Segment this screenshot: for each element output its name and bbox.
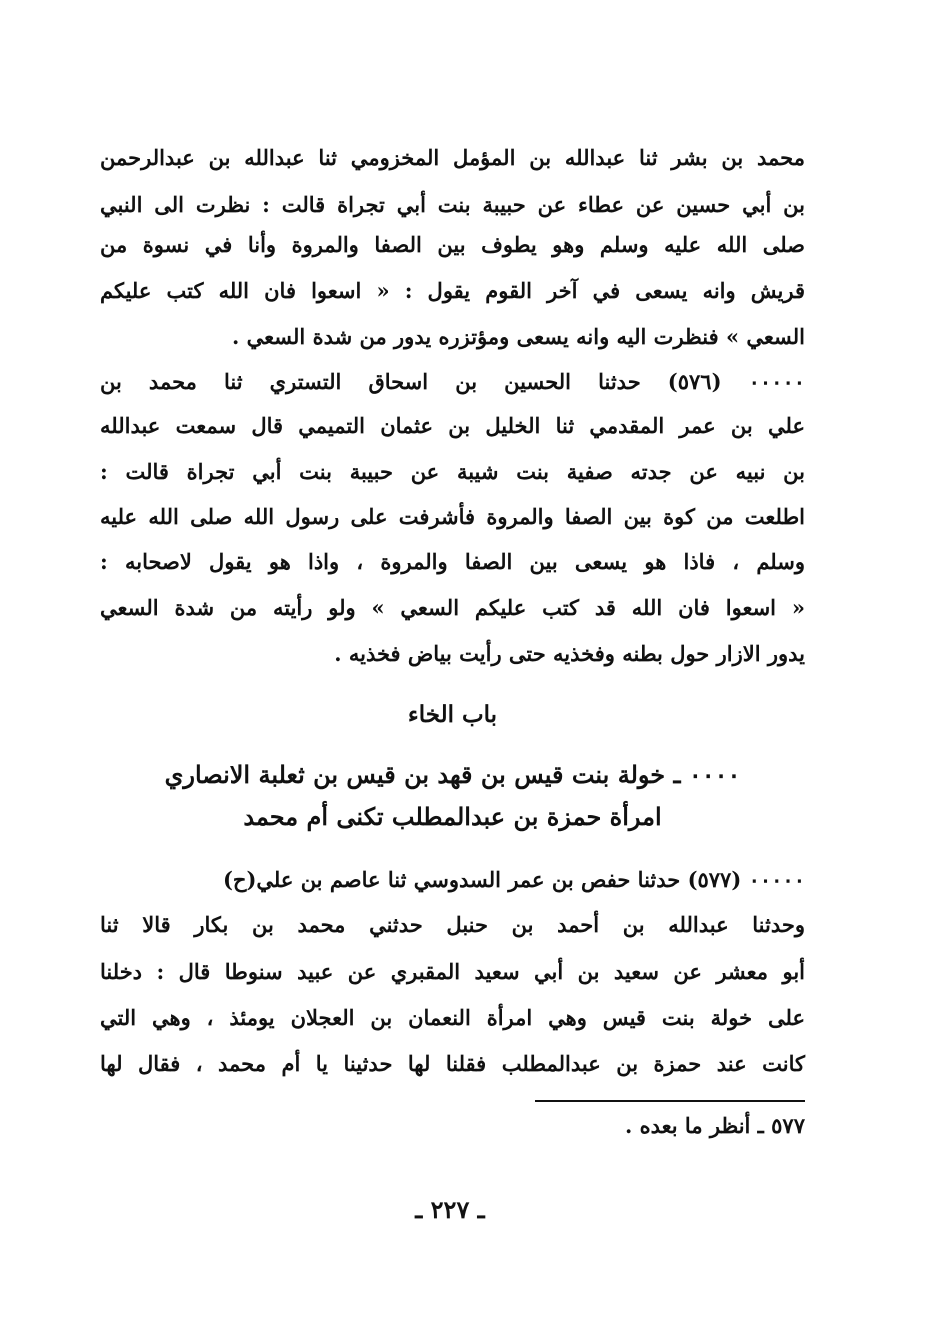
text-line: علي بن عمر المقدمي ثنا الخليل بن عثمان التميمي قال سمعت عبدالله [100,413,805,438]
text-line: بن نبيه عن جدته صفية بنت شيبة عن حبيبة بنت أبي تجراة قالت : [100,459,805,484]
text-line: وسلم ، فاذا هو يسعى بين الصفا والمروة ، واذا هو يقول لاصحابه : [100,549,805,574]
chapter-title: باب الخاء [407,701,498,728]
text-line: وحدثنا عبدالله بن أحمد بن حنبل حدثني محمد بن بكار قالا ثنا [100,912,805,937]
text-line: بن أبي حسين عن عطاء عن حبيبة بنت أبي تجراة قالت : نظرت الى النبي [100,192,805,217]
text-line: قريش وانه يسعى في آخر القوم يقول : « اسعوا فان الله كتب عليكم [100,278,805,303]
footnote: ٥٧٧ ـ أنظر ما بعده . [624,1113,805,1138]
text-line: يدور الازار حول بطنه وفخذيه حتى رأيت بياض فخذيه . [334,641,805,666]
text-line: ٠٠٠٠٠ (٥٧٦) حدثنا الحسين بن اسحاق التستري ثنا محمد بن [100,369,806,394]
text-line: السعي » فنظرت اليه وانه يسعى ومؤتزره يدور من شدة السعي . [232,324,805,349]
text-line: ٠٠٠٠٠ (٥٧٧) حدثنا حفص بن عمر السدوسي ثنا عاصم بن علي(ح) [222,867,805,892]
text-line: كانت عند حمزة بن عبدالمطلب فقلنا لها حدثينا يا أم محمد ، فقال لها [100,1051,805,1076]
text-line: صلى الله عليه وسلم وهو يطوف بين الصفا والمروة وأنا في نسوة من [100,232,805,257]
text-line: على خولة بنت قيس وهي امرأة النعمان بن العجلان يومئذ ، وهي التي [100,1005,805,1030]
page-number: ـ ٢٢٧ ـ [415,1195,485,1224]
text-line: محمد بن بشر ثنا عبدالله بن المؤمل المخزومي ثنا عبدالله بن عبدالرحمن [100,145,805,170]
text-line: « اسعوا فان الله قد كتب عليكم السعي » ولو رأيته من شدة السعي [100,595,805,620]
footnote-separator [535,1100,805,1102]
text-line: اطلعت من كوة بين الصفا والمروة فأشرفت على رسول الله صلى الله عليه [100,504,805,529]
entry-heading-line: ٠٠٠٠ ـ خولة بنت قيس بن قهد بن قيس بن ثعلبة الانصاري [164,760,741,789]
text-line: أبو معشر عن سعيد بن أبي سعيد المقبري عن عبيد سنوطا قال : دخلنا [100,959,805,984]
entry-heading-line: امرأة حمزة بن عبدالمطلب تكنى أم محمد [243,802,662,831]
